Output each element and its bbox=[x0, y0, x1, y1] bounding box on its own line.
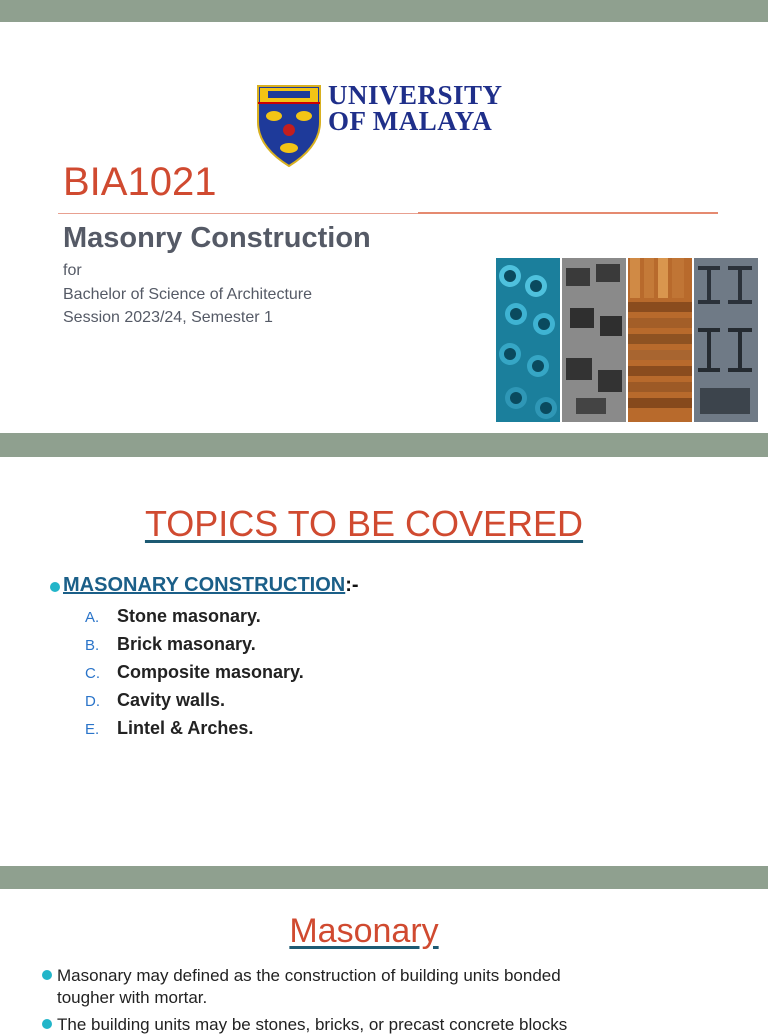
topic-text: Stone masonary. bbox=[117, 606, 261, 626]
topics-heading: TOPICS TO BE COVERED bbox=[144, 503, 584, 544]
topic-letter: B. bbox=[85, 637, 100, 654]
topic-text: Composite masonary. bbox=[117, 662, 304, 682]
definition-line2: tougher with mortar. bbox=[57, 988, 208, 1007]
topic-item bbox=[85, 606, 261, 630]
building-units-text: The building units may be stones, bricks, or precast concrete blocks bbox=[57, 1015, 568, 1034]
university-name-line2: OF MALAYA bbox=[328, 106, 493, 136]
main-bullet-suffix: :- bbox=[345, 574, 359, 596]
crest-icon bbox=[254, 82, 324, 168]
topic-letter: A. bbox=[85, 609, 100, 626]
topic-item bbox=[85, 718, 253, 742]
concrete-blocks-image bbox=[562, 258, 626, 422]
topic-text: Cavity walls. bbox=[117, 690, 226, 710]
masonary-construction-bullet bbox=[63, 574, 359, 597]
slide-separator bbox=[0, 866, 768, 889]
main-bullet-text: MASONARY CONSTRUCTION bbox=[63, 574, 346, 596]
title-divider-left bbox=[58, 213, 418, 214]
slide-separator-top bbox=[0, 0, 768, 22]
for-label: for bbox=[63, 262, 82, 279]
slide-separator bbox=[0, 433, 768, 457]
bullet-icon bbox=[42, 970, 52, 980]
course-title: Masonry Construction bbox=[63, 222, 371, 254]
topic-letter: E. bbox=[85, 721, 100, 738]
title-divider-right bbox=[418, 212, 718, 214]
topic-letter: D. bbox=[85, 693, 100, 710]
steel-beams-image bbox=[694, 258, 758, 422]
university-logo bbox=[254, 82, 516, 168]
topic-item bbox=[85, 662, 304, 686]
topic-item bbox=[85, 634, 256, 658]
bullet-icon bbox=[42, 1019, 52, 1029]
pvc-pipes-image bbox=[496, 258, 560, 422]
session-text: Session 2023/24, Semester 1 bbox=[63, 309, 273, 326]
topic-letter: C. bbox=[85, 665, 100, 682]
university-name-line1: UNIVERSITY bbox=[328, 80, 503, 110]
materials-photo-strip bbox=[496, 258, 758, 422]
timber-stack-image bbox=[628, 258, 692, 422]
course-code: BIA1021 bbox=[63, 160, 217, 204]
definition-line1: Masonary may defined as the construction of building units bonded bbox=[57, 966, 561, 985]
topic-item bbox=[85, 690, 225, 714]
topic-text: Brick masonary. bbox=[117, 634, 256, 654]
bullet-icon bbox=[50, 582, 60, 592]
program-name: Bachelor of Science of Architecture bbox=[63, 286, 313, 303]
masonary-heading: Masonary bbox=[289, 912, 439, 950]
topic-text: Lintel & Arches. bbox=[117, 718, 254, 738]
